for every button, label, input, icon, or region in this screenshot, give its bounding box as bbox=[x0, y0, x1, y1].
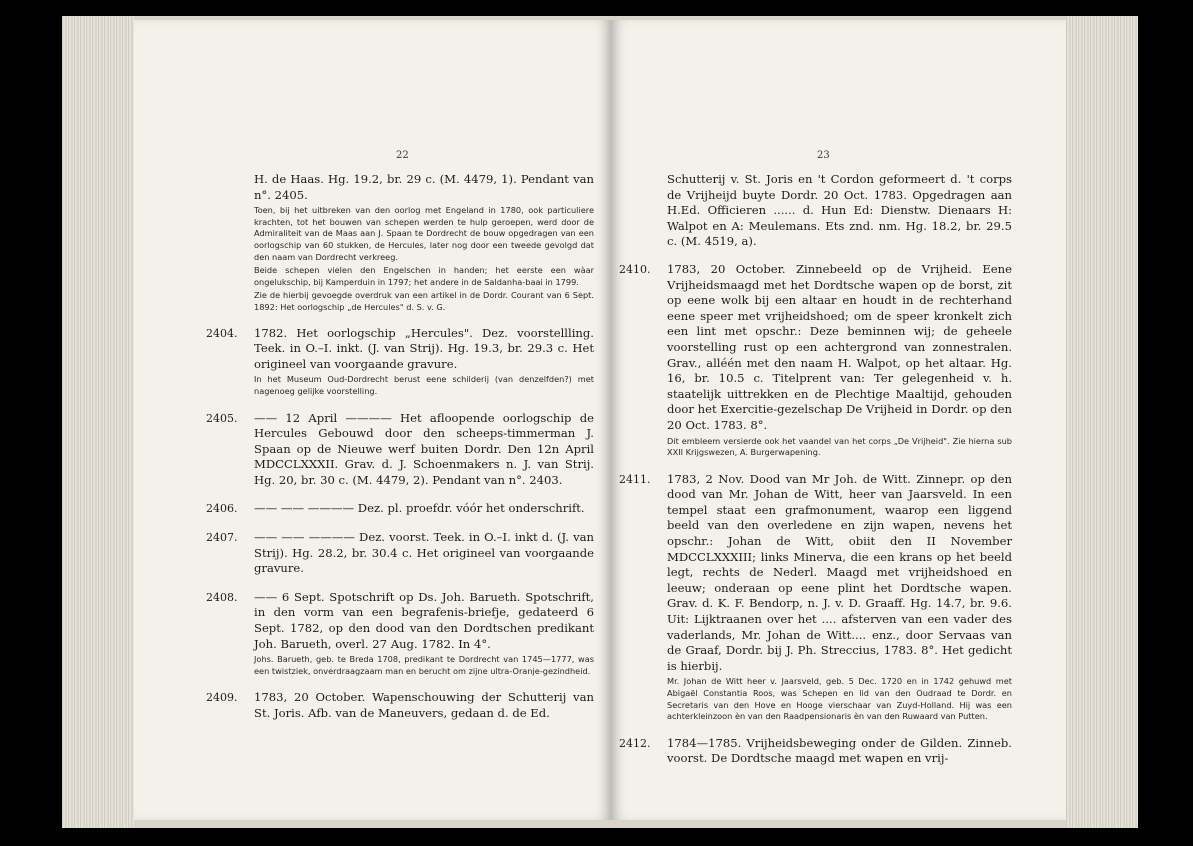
entry-note: Zie de hierbij gevoegde overdruk van een artikel in de Dordr. Courant van 6 Sept. 1892: Het oorlogschip „de Hercules" d. S. v. G. bbox=[254, 290, 594, 312]
entry-number: 2407. bbox=[206, 531, 238, 545]
page-number-left: 22 bbox=[396, 150, 409, 161]
catalog-entry-2406 bbox=[206, 501, 594, 517]
entry-number: 2405. bbox=[206, 411, 238, 425]
left-page bbox=[134, 20, 611, 820]
entry-text: 1782. Het oorlogschip „Hercules". Dez. voorstellling. Teek. in O.–I. inkt. (J. van Strij). Hg. 19.3, br. 29.3 c. Het origineel van voorgaande gravure. bbox=[254, 325, 594, 371]
entry-note: Beide schepen vielen den Engelschen in handen; het eerste een wàar ongelukschip, bij Kamperduin in 1797; het andere in de Saldanha-baai in 1799. bbox=[254, 265, 594, 287]
catalog-entry-2412 bbox=[619, 735, 1012, 767]
catalog-entry-2404 bbox=[206, 325, 594, 398]
catalog-entry-2411 bbox=[619, 471, 1012, 723]
entry-note: In het Museum Oud-Dordrecht berust eene schilderij (van denzelfden?) met nagenoeg gelijke voorstelling. bbox=[254, 374, 594, 396]
entry-number: 2409. bbox=[206, 691, 238, 705]
entry-note: Mr. Johan de Witt heer v. Jaarsveld, geb. 5 Dec. 1720 en in 1742 gehuwd met Abigaël Constantia Roos, was Schepen en lid van den Oudraad te Dordr. en Secretaris van den Hove en Hooge vierschaar van Zuyd-Holland. Hij was een achterkleinzoon èn van den Raadpensionaris èn van den Ruwaard van Putten. bbox=[667, 676, 1012, 722]
entry-number: 2404. bbox=[206, 326, 238, 340]
catalog-entry-2407 bbox=[206, 530, 594, 577]
continued-entry bbox=[667, 172, 1012, 250]
entry-text: —— 6 Sept. Spotschrift op Ds. Joh. Barueth. Spotschrift, in den vorm van een begrafenis-briefje, gedateerd 6 Sept. 1782, op den dood van den Dordtschen predikant Joh. Barueth, overl. 27 Aug. 1782. In 4°. bbox=[254, 589, 594, 651]
entry-number: 2411. bbox=[619, 472, 651, 486]
left-page-content bbox=[206, 172, 594, 735]
entry-note: Dit embleem versierde ook het vaandel van het corps „De Vrijheid". Zie hierna sub XXII Krijgswezen, A. Burgerwapening. bbox=[667, 435, 1012, 458]
entry-text: H. de Haas. Hg. 19.2, br. 29 c. (M. 4479, 1). Pendant van n°. 2405. bbox=[254, 172, 594, 202]
page-number-right: 23 bbox=[817, 150, 830, 161]
entry-text: 1784—1785. Vrijheidsbeweging onder de Gilden. Zinneb. voorst. De Dordtsche maagd met wapen en vrij- bbox=[667, 735, 1012, 766]
entry-note: Johs. Barueth, geb. te Breda 1708, predikant te Dordrecht van 1745—1777, was een twistziek, onverdraagzaam man en berucht om zijne ultra-Oranje-gezindheid. bbox=[254, 654, 594, 676]
entry-text: 1783, 2 Nov. Dood van Mr Joh. de Witt. Zinnepr. op den dood van Mr. Johan de Witt, heer van Jaarsveld. In een tempel staat een grafmonument, waarop een liggend beeld van den overledene en zijn wapen, nevens het opschr.: Johan de Witt, obiit den II November MDCCLXXXIII; links Minerva, die een krans op het beeld legt, rechts de Nederl. Maagd met vrijheidshoed en leeuw; onderaan op eene plint het Dordtsche wapen. Grav. d. K. F. Bendorp, n. J. v. D. Graaff. Hg. 14.7, br. 9.6. Uit: Lijktraanen over het .... afsterven van een vader des vaderlands, Mr. Johan de Witt.... enz., door Servaas van de Graaf, Dordr. bij J. Ph. Streccius, 1783. 8°. Het gedicht is hierbij. bbox=[667, 471, 1012, 673]
left-page-edges bbox=[62, 16, 134, 828]
entry-text: 1783, 20 October. Wapenschouwing der Schutterij van St. Joris. Afb. van de Maneuvers, gedaan d. de Ed. bbox=[254, 690, 594, 720]
entry-text: —— —— ———— Dez. voorst. Teek. in O.–I. inkt d. (J. van Strij). Hg. 28.2, br. 30.4 c. Het origineel van voorgaande gravure. bbox=[254, 530, 594, 576]
entry-note: Toen, bij het uitbreken van den oorlog met Engeland in 1780, ook particuliere krachten, tot het bouwen van schepen werden te hulp geroepen, werd door de Admiraliteit van de Maas aan J. Spaan te Dordrecht de bouw opgedragen van een oorlogschip van 60 stukken, de Hercules, later nog door een tweede gevolgd dat den naam van Dordrecht verkreeg. bbox=[254, 205, 594, 262]
entry-number: 2408. bbox=[206, 590, 238, 604]
entry-number: 2412. bbox=[619, 736, 651, 750]
entry-text: —— 12 April ———— Het afloopende oorlogschip de Hercules Gebouwd door den scheeps-timmerman J. Spaan op de Nieuwe werf buiten Dordr. Den 12n April MDCCLXXXII. Grav. d. J. Schoenmakers n. J. van Strij. Hg. 20, br. 30 c. (M. 4479, 2). Pendant van n°. 2403. bbox=[254, 410, 594, 487]
entry-text: 1783, 20 October. Zinnebeeld op de Vrijheid. Eene Vrijheidsmaagd met het Dordtsche wapen op de borst, zit op eene wolk bij een altaar en houdt in de rechterhand eene speer met vrijheidshoed; om de speer kronkelt zich een lint met opschr.: Deze beminnen wij; de geheele voorstelling rust op een achtergrond van zonnestralen. Grav., alléén met den naam H. Walpot, op het altaar. Hg. 16, br. 10.5 c. Titelprent van: Ter gelegenheid v. h. staatelijk uittrekken en de Plechtige Maaltijd, gehouden door het Exercitie-gezelschap De Vrijheid in Dordr. op den 20 Oct. 1783. 8°. bbox=[667, 261, 1012, 432]
entry-text: Schutterij v. St. Joris en 't Cordon geformeert d. 't corps de Vrijheijd buyte Dordr. 20 Oct. 1783. Opgedragen aan H.Ed. Officieren ...... d. Hun Ed: Dienstw. Dienaars H: Walpot en A: Meulemans. Ets znd. nm. Hg. 18.2, br. 29.5 c. (M. 4519, a). bbox=[667, 172, 1012, 249]
entry-number: 2406. bbox=[206, 502, 238, 516]
catalog-entry-2405 bbox=[206, 410, 594, 489]
continued-entry bbox=[254, 172, 594, 314]
right-page bbox=[611, 20, 1066, 820]
right-page-content bbox=[619, 172, 1012, 780]
entry-number: 2410. bbox=[619, 262, 651, 276]
entry-text: —— —— ———— Dez. pl. proefdr. vóór het onderschrift. bbox=[254, 501, 585, 516]
catalog-entry-2410 bbox=[619, 261, 1012, 459]
catalog-entry-2408 bbox=[206, 589, 594, 678]
catalog-entry-2409 bbox=[206, 690, 594, 721]
right-page-edges bbox=[1066, 16, 1138, 828]
